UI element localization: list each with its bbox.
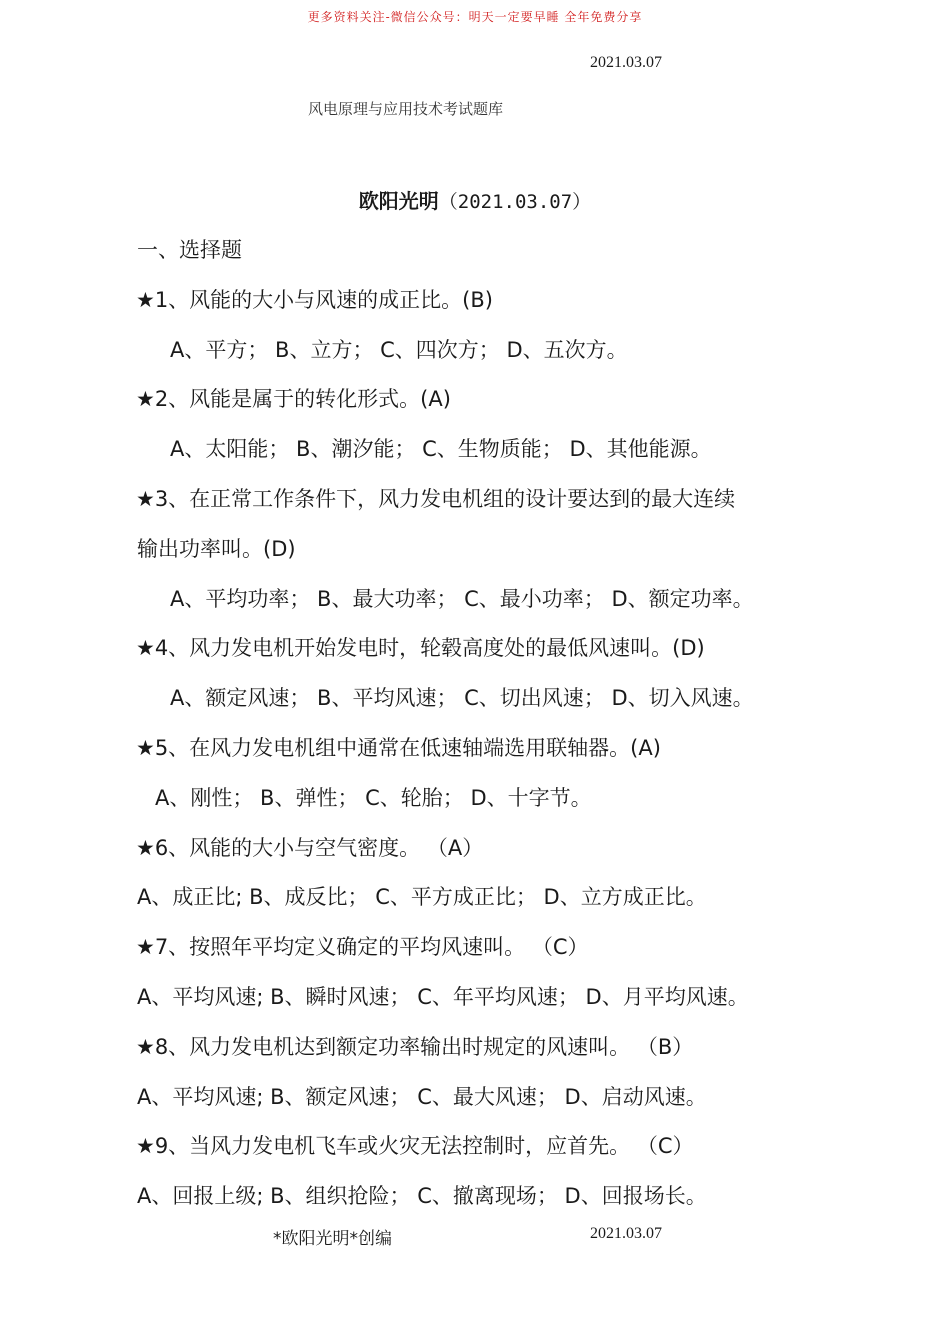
options-8: A、平均风速; B、额定风速； C、最大风速； D、启动风速。 [137, 1084, 707, 1109]
author-name: 欧阳光明 [358, 189, 439, 213]
header-date: 2021.03.07 [590, 54, 662, 71]
promo-banner: 更多资料关注-微信公众号：明天一定要早睡 全年免费分享 [307, 10, 643, 24]
question-8: ★8、风力发电机达到额定功率输出时规定的风速叫。 （B） [136, 1034, 694, 1059]
options-9: A、回报上级; B、组织抢险； C、撤离现场； D、回报场长。 [137, 1184, 707, 1209]
question-1: ★1、风能的大小与风速的成正比。(B) [136, 287, 493, 312]
question-3-continued: 输出功率叫。(D) [137, 536, 296, 561]
question-6: ★6、风能的大小与空气密度。 （A） [136, 835, 484, 860]
question-5: ★5、在风力发电机组中通常在低速轴端选用联轴器。(A) [136, 735, 661, 760]
question-2: ★2、风能是属于的转化形式。(A) [136, 387, 451, 412]
options-4: A、额定风速； B、平均风速； C、切出风速； D、切入风速。 [170, 686, 754, 711]
question-3: ★3、在正常工作条件下，风力发电机组的设计要达到的最大连续 [136, 486, 736, 511]
document-subtitle: 风电原理与应用技术考试题库 [308, 100, 504, 118]
question-7: ★7、按照年平均定义确定的平均风速叫。 （C） [136, 935, 589, 960]
options-3: A、平均功率； B、最大功率； C、最小功率； D、额定功率。 [170, 586, 754, 611]
footer-date: 2021.03.07 [590, 1225, 662, 1242]
options-7: A、平均风速; B、瞬时风速； C、年平均风速； D、月平均风速。 [137, 984, 749, 1009]
footer-author: *欧阳光明*创编 [273, 1229, 392, 1249]
question-4: ★4、风力发电机开始发电时，轮毂高度处的最低风速叫。(D) [136, 636, 705, 661]
options-5: A、刚性； B、弹性； C、轮胎； D、十字节。 [155, 785, 592, 810]
question-9: ★9、当风力发电机飞车或火灾无法控制时，应首先。 （C） [136, 1134, 694, 1159]
document-title [0, 185, 950, 214]
options-1: A、平方； B、立方； C、四次方； D、五次方。 [170, 337, 628, 362]
options-2: A、太阳能； B、潮汐能； C、生物质能； D、其他能源。 [170, 437, 712, 462]
question-list [0, 226, 950, 1222]
title-date: （2021.03.07） [438, 191, 592, 213]
section-heading: 一、选择题 [137, 238, 242, 262]
options-6: A、成正比; B、成反比； C、平方成正比； D、立方成正比。 [137, 885, 707, 910]
